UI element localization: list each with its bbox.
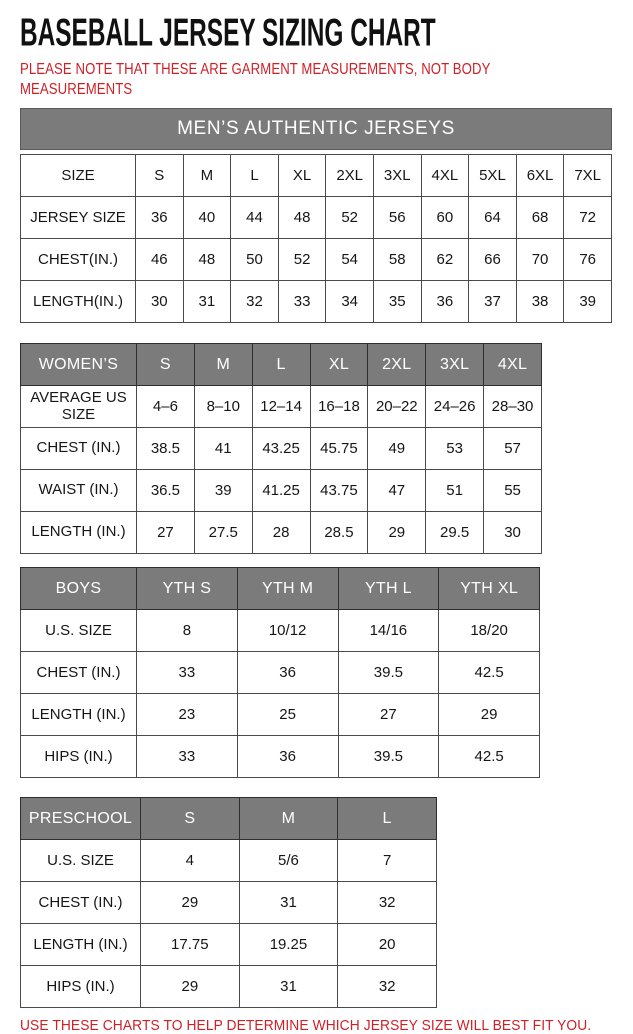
value-cell: 19.25 [239, 924, 338, 966]
row-label-cell: WAIST (IN.) [21, 470, 137, 512]
value-cell: 27.5 [194, 512, 252, 554]
value-cell: 29 [141, 966, 240, 1008]
value-cell: 48 [183, 239, 231, 281]
womens-sizing-table [20, 343, 542, 554]
column-header-cell: L [231, 155, 279, 197]
value-cell: 33 [278, 281, 326, 323]
table-title-cell: BOYS [21, 568, 137, 610]
value-cell: 57 [484, 428, 542, 470]
value-cell: 39.5 [338, 736, 439, 778]
value-cell: 23 [137, 694, 238, 736]
value-cell: 76 [564, 239, 612, 281]
value-cell: 39 [564, 281, 612, 323]
value-cell: 34 [326, 281, 374, 323]
value-cell: 45.75 [310, 428, 368, 470]
value-cell: 62 [421, 239, 469, 281]
value-cell: 24–26 [426, 386, 484, 428]
value-cell: 56 [373, 197, 421, 239]
value-cell: 30 [136, 281, 184, 323]
value-cell: 36 [237, 652, 338, 694]
value-cell: 31 [239, 966, 338, 1008]
value-cell: 35 [373, 281, 421, 323]
value-cell: 60 [421, 197, 469, 239]
value-cell: 41.25 [252, 470, 310, 512]
value-cell: 20 [338, 924, 437, 966]
column-header-cell: 5XL [469, 155, 517, 197]
value-cell: 53 [426, 428, 484, 470]
row-label-cell: CHEST (IN.) [21, 652, 137, 694]
value-cell: 33 [137, 736, 238, 778]
value-cell: 52 [278, 239, 326, 281]
value-cell: 18/20 [439, 610, 540, 652]
column-header-cell: 6XL [516, 155, 564, 197]
value-cell: 33 [137, 652, 238, 694]
value-cell: 8–10 [194, 386, 252, 428]
row-label-cell: LENGTH(IN.) [21, 281, 136, 323]
value-cell: 20–22 [368, 386, 426, 428]
value-cell: 8 [137, 610, 238, 652]
row-label-cell: LENGTH (IN.) [21, 512, 137, 554]
value-cell: 70 [516, 239, 564, 281]
value-cell: 28.5 [310, 512, 368, 554]
value-cell: 30 [484, 512, 542, 554]
value-cell: 49 [368, 428, 426, 470]
mens-sizing-table [20, 154, 612, 323]
mens-authentic-jerseys-banner: MEN’S AUTHENTIC JERSEYS [20, 108, 612, 150]
value-cell: 32 [231, 281, 279, 323]
value-cell: 36 [421, 281, 469, 323]
value-cell: 36 [237, 736, 338, 778]
value-cell: 55 [484, 470, 542, 512]
value-cell: 36.5 [137, 470, 195, 512]
row-label-cell: CHEST (IN.) [21, 428, 137, 470]
column-header-cell: XL [278, 155, 326, 197]
value-cell: 52 [326, 197, 374, 239]
boys-sizing-table [20, 567, 540, 778]
row-label-cell: LENGTH (IN.) [21, 924, 141, 966]
value-cell: 32 [338, 882, 437, 924]
value-cell: 39.5 [338, 652, 439, 694]
value-cell: 64 [469, 197, 517, 239]
column-header-cell: S [137, 344, 195, 386]
value-cell: 43.25 [252, 428, 310, 470]
row-label-cell: U.S. SIZE [21, 840, 141, 882]
table-title-cell: SIZE [21, 155, 136, 197]
row-label-cell: CHEST (IN.) [21, 882, 141, 924]
column-header-cell: M [183, 155, 231, 197]
column-header-cell: 7XL [564, 155, 612, 197]
value-cell: 54 [326, 239, 374, 281]
value-cell: 14/16 [338, 610, 439, 652]
value-cell: 32 [338, 966, 437, 1008]
column-header-cell: 4XL [484, 344, 542, 386]
column-header-cell: YTH M [237, 568, 338, 610]
value-cell: 58 [373, 239, 421, 281]
preschool-sizing-table [20, 797, 437, 1008]
column-header-cell: XL [310, 344, 368, 386]
row-label-cell: LENGTH (IN.) [21, 694, 137, 736]
value-cell: 29 [439, 694, 540, 736]
value-cell: 66 [469, 239, 517, 281]
row-label-cell: CHEST(IN.) [21, 239, 136, 281]
column-header-cell: M [239, 798, 338, 840]
column-header-cell: 2XL [368, 344, 426, 386]
column-header-cell: 2XL [326, 155, 374, 197]
value-cell: 17.75 [141, 924, 240, 966]
value-cell: 31 [183, 281, 231, 323]
column-header-cell: L [252, 344, 310, 386]
value-cell: 37 [469, 281, 517, 323]
value-cell: 4 [141, 840, 240, 882]
value-cell: 51 [426, 470, 484, 512]
garment-measurement-note [20, 60, 541, 99]
value-cell: 31 [239, 882, 338, 924]
value-cell: 50 [231, 239, 279, 281]
value-cell: 12–14 [252, 386, 310, 428]
row-label-cell: HIPS (IN.) [21, 966, 141, 1008]
column-header-cell: YTH S [137, 568, 238, 610]
value-cell: 44 [231, 197, 279, 239]
value-cell: 27 [338, 694, 439, 736]
value-cell: 29 [141, 882, 240, 924]
value-cell: 29.5 [426, 512, 484, 554]
page-title: BASEBALL JERSEY SIZING CHART [20, 10, 436, 55]
value-cell: 16–18 [310, 386, 368, 428]
value-cell: 43.75 [310, 470, 368, 512]
value-cell: 38.5 [137, 428, 195, 470]
column-header-cell: 4XL [421, 155, 469, 197]
value-cell: 10/12 [237, 610, 338, 652]
value-cell: 38 [516, 281, 564, 323]
value-cell: 7 [338, 840, 437, 882]
value-cell: 28 [252, 512, 310, 554]
note-line: PLEASE NOTE THAT THESE ARE GARMENT MEASUREMENTS, NOT BODY [20, 61, 491, 78]
column-header-cell: 3XL [373, 155, 421, 197]
row-label-cell: JERSEY SIZE [21, 197, 136, 239]
value-cell: 47 [368, 470, 426, 512]
value-cell: 42.5 [439, 652, 540, 694]
row-label-cell: AVERAGE US SIZE [21, 386, 137, 428]
value-cell: 29 [368, 512, 426, 554]
column-header-cell: M [194, 344, 252, 386]
value-cell: 5/6 [239, 840, 338, 882]
column-header-cell: S [136, 155, 184, 197]
fit-advice-footer: USE THESE CHARTS TO HELP DETERMINE WHICH JERSEY SIZE WILL BEST FIT YOU. [20, 1017, 592, 1034]
value-cell: 72 [564, 197, 612, 239]
row-label-cell: U.S. SIZE [21, 610, 137, 652]
value-cell: 41 [194, 428, 252, 470]
value-cell: 27 [137, 512, 195, 554]
column-header-cell: YTH L [338, 568, 439, 610]
value-cell: 28–30 [484, 386, 542, 428]
value-cell: 48 [278, 197, 326, 239]
value-cell: 42.5 [439, 736, 540, 778]
value-cell: 4–6 [137, 386, 195, 428]
column-header-cell: S [141, 798, 240, 840]
table-title-cell: PRESCHOOL [21, 798, 141, 840]
value-cell: 46 [136, 239, 184, 281]
value-cell: 36 [136, 197, 184, 239]
value-cell: 39 [194, 470, 252, 512]
value-cell: 40 [183, 197, 231, 239]
column-header-cell: L [338, 798, 437, 840]
column-header-cell: YTH XL [439, 568, 540, 610]
row-label-cell: HIPS (IN.) [21, 736, 137, 778]
note-line: MEASUREMENTS [20, 80, 133, 98]
value-cell: 68 [516, 197, 564, 239]
table-title-cell: WOMEN’S [21, 344, 137, 386]
column-header-cell: 3XL [426, 344, 484, 386]
value-cell: 25 [237, 694, 338, 736]
